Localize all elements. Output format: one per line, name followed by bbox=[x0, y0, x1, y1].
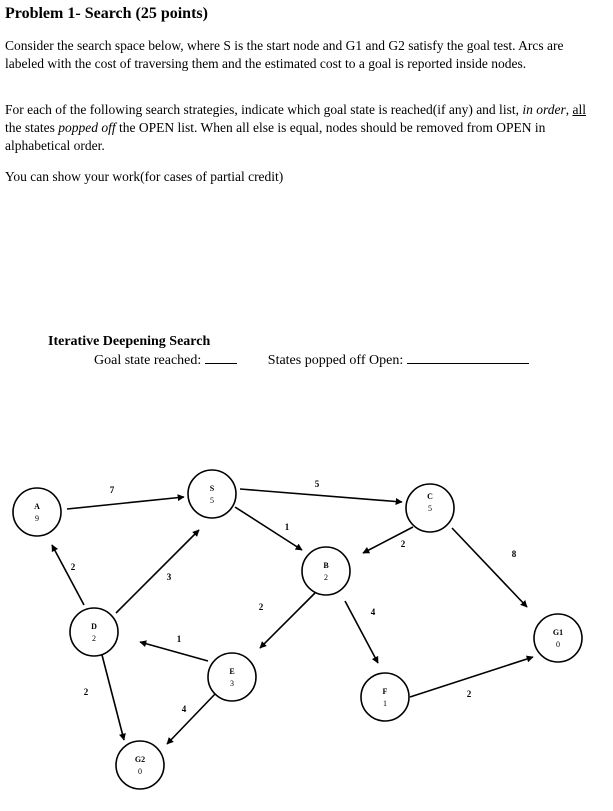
edge-b-e bbox=[260, 593, 315, 648]
cost-e-g2: 4 bbox=[181, 704, 187, 714]
edge-e-g2 bbox=[167, 693, 216, 744]
node-g1-h: 0 bbox=[556, 640, 560, 649]
node-d bbox=[70, 608, 118, 656]
node-g1 bbox=[534, 614, 582, 662]
node-g2-name: G2 bbox=[134, 755, 146, 764]
cost-b-f: 4 bbox=[370, 607, 376, 617]
ids-answer-line bbox=[94, 352, 529, 369]
in-order-emphasis: in order bbox=[522, 102, 566, 117]
node-e-name: E bbox=[229, 667, 235, 676]
edge-c-g1 bbox=[452, 528, 527, 607]
edge-d-g2 bbox=[102, 655, 124, 740]
all-emphasis: all bbox=[572, 102, 586, 117]
edge-s-c bbox=[240, 489, 402, 502]
edge-e-d bbox=[140, 642, 208, 661]
cost-c-g1: 8 bbox=[511, 549, 517, 559]
cost-s-b: 1 bbox=[284, 522, 290, 532]
work-note: You can show your work(for cases of partial credit) bbox=[5, 169, 284, 184]
cost-d-a: 2 bbox=[70, 562, 76, 572]
node-f-h: 1 bbox=[383, 699, 387, 708]
intro-paragraph: Consider the search space below, where S is the start node and G1 and G2 satisfy the goal test. Arcs are labeled with the cost of traversing them and the estimated cost to a goal is reported inside nodes. bbox=[5, 38, 564, 71]
edge-s-b bbox=[235, 507, 302, 550]
node-c-h: 5 bbox=[428, 504, 432, 513]
edge-d-a bbox=[52, 545, 84, 605]
cost-e-d: 1 bbox=[176, 634, 182, 644]
node-e bbox=[208, 653, 256, 701]
instructions-paragraph: For each of the following search strategies, indicate which goal state is reached(if any) and list, in order, all the states popped off the OPEN list. When all else is equal, nodes should be removed from OPEN in alphabetical order. bbox=[5, 102, 586, 153]
node-e-h: 3 bbox=[230, 679, 234, 688]
edge-f-g1 bbox=[410, 657, 533, 697]
node-b-name: B bbox=[323, 561, 329, 570]
cost-c-b: 2 bbox=[400, 539, 406, 549]
node-s bbox=[188, 470, 236, 518]
states-popped-label: States popped off Open: bbox=[267, 353, 404, 368]
cost-s-c: 5 bbox=[314, 479, 320, 489]
node-a-h: 9 bbox=[35, 514, 39, 523]
cost-a-s: 7 bbox=[109, 485, 115, 495]
node-g1-name: G1 bbox=[552, 628, 564, 637]
node-b bbox=[302, 547, 350, 595]
node-s-h: 5 bbox=[210, 496, 214, 505]
cost-b-e: 2 bbox=[258, 602, 264, 612]
cost-d-g2: 2 bbox=[83, 687, 89, 697]
cost-d-s: 3 bbox=[166, 572, 172, 582]
popped-off-emphasis: popped off bbox=[58, 120, 116, 135]
node-f-name: F bbox=[382, 687, 388, 696]
node-a-name: A bbox=[34, 502, 40, 511]
node-g2 bbox=[116, 741, 164, 789]
ids-heading: Iterative Deepening Search bbox=[48, 334, 211, 349]
search-graph bbox=[0, 460, 613, 811]
node-f bbox=[361, 673, 409, 721]
edge-a-s bbox=[67, 497, 184, 509]
goal-state-blank[interactable] bbox=[205, 352, 237, 364]
node-d-name: D bbox=[91, 622, 97, 631]
edge-d-s bbox=[116, 530, 199, 613]
problem-title: Problem 1- Search (25 points) bbox=[5, 5, 208, 22]
node-b-h: 2 bbox=[324, 573, 328, 582]
edge-c-b bbox=[363, 527, 413, 553]
node-g2-h: 0 bbox=[138, 767, 142, 776]
node-a bbox=[13, 488, 61, 536]
states-popped-blank[interactable] bbox=[407, 352, 529, 364]
node-s-name: S bbox=[209, 484, 215, 493]
cost-f-g1: 2 bbox=[466, 689, 472, 699]
node-d-h: 2 bbox=[92, 634, 96, 643]
goal-state-label: Goal state reached: bbox=[94, 353, 202, 368]
node-c-name: C bbox=[427, 492, 433, 501]
